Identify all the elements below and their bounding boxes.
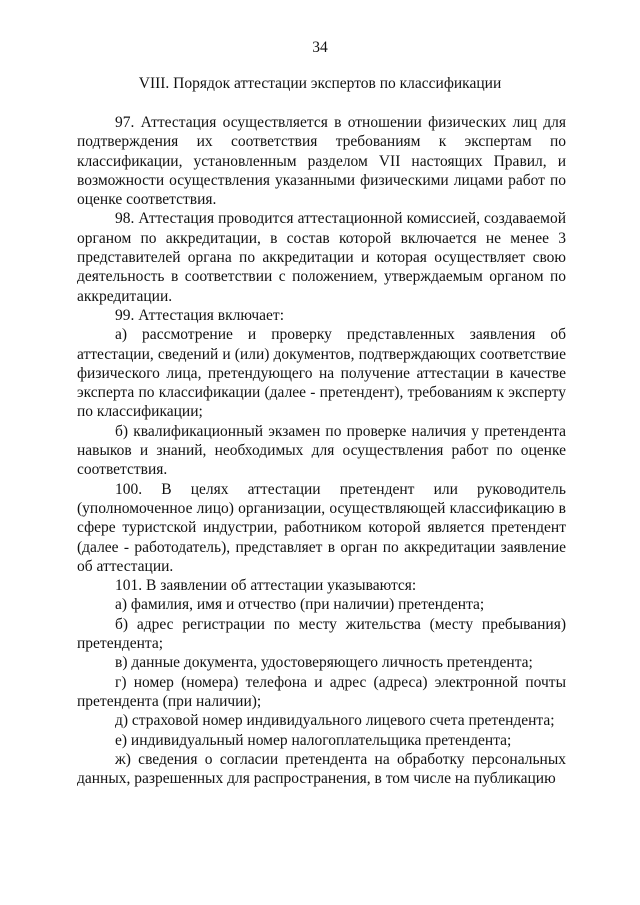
paragraph-101-d: д) страховой номер индивидуального лицевого счета претендента; (115, 712, 555, 730)
paragraph-101-zh: ж) сведения о согласии претендента на обработку персональных данных, разрешенных для распространения, в том числе на публикацию (77, 750, 566, 788)
paragraph-98: 98. Аттестация проводится аттестационной комиссией, создаваемой органом по аккредитации, в состав которой включается не менее 3 представителей органа по аккредитации и которая осуществляет свою деятельность в соответствии с положением, утверждаемым органом по аккредитации. (77, 210, 566, 305)
paragraph-101-e: е) индивидуальный номер налогоплательщика претендента; (115, 731, 512, 749)
paragraph-101-a: а) фамилия, имя и отчество (при наличии) претендента; (115, 596, 485, 614)
paragraph-101-v: в) данные документа, удостоверяющего личность претендента; (115, 654, 533, 672)
paragraph-101-g: г) номер (номера) телефона и адрес (адреса) электронной почты претендента (при наличии); (77, 673, 566, 710)
paragraph-99-a: а) рассмотрение и проверку представленных заявления об аттестации, сведений и (или) документов, подтверждающих соответствие физического лица, претендующего на получение аттестации в качестве эксперта по классификации (далее - претендент), требованиям к эксперту по классификации; (77, 326, 566, 421)
paragraph-101: 101. В заявлении об аттестации указываются: (115, 577, 417, 595)
page-number: 34 (312, 39, 328, 56)
paragraph-99-b: б) квалификационный экзамен по проверке наличия у претендента навыков и знаний, необходимых для осуществления работ по оценке соответствия. (77, 422, 566, 479)
paragraph-99: 99. Аттестация включает: (115, 306, 285, 324)
document-body (77, 113, 566, 788)
paragraph-101-b: б) адрес регистрации по месту жительства (месту пребывания) претендента; (77, 615, 566, 653)
section-title: VIII. Порядок аттестации экспертов по классификации (138, 75, 502, 92)
paragraph-100: 100. В целях аттестации претендент или руководитель (уполномоченное лицо) организации, осуществляющей классификацию в сфере туристской индустрии, работником которой является претендент (далее - работодатель), представляет в орган по аккредитации заявление об аттестации. (77, 480, 566, 575)
paragraph-97: 97. Аттестация осуществляется в отношении физических лиц для подтверждения их соответствия требованиям к экспертам по классификации, установленным разделом VII настоящих Правил, и возможности осуществления указанными физическими лицами работ по оценке соответствия. (77, 114, 566, 209)
